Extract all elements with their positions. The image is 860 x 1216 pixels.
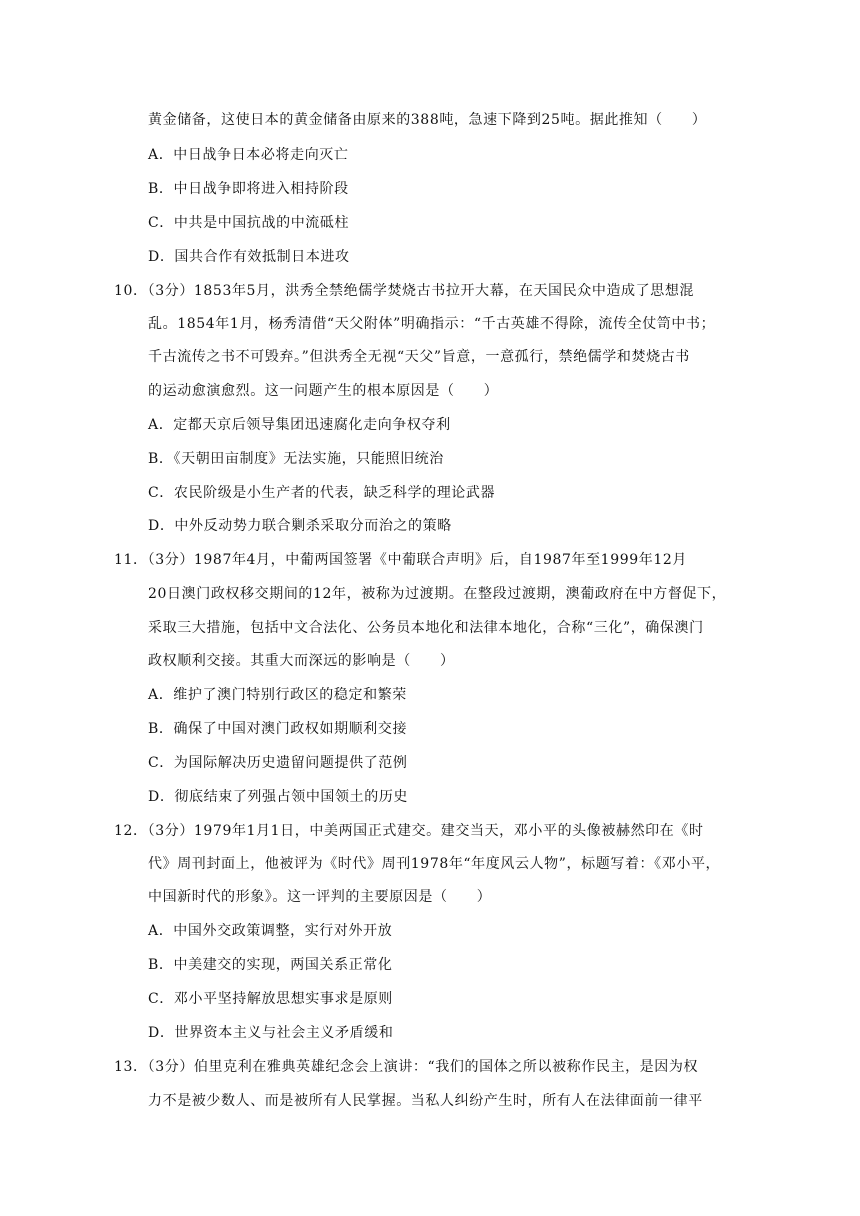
q13-stem-line-1: 13．（3分）伯里克利在雅典英雄纪念会上演讲：“我们的国体之所以被称作民主，是因为权 — [114, 1059, 699, 1075]
q12-option-b: B．中美建交的实现，两国关系正常化 — [148, 957, 393, 973]
q9-stem-tail: 黄金储备，这使日本的黄金储备由原来的388吨，急速下降到25吨。据此推知（ ） — [148, 112, 707, 128]
q13-stem-line-2: 力不是被少数人、而是被所有人民掌握。当私人纠纷产生时，所有人在法律面前一律平 — [148, 1093, 703, 1109]
q10-stem-line-4: 的运动愈演愈烈。这一问题产生的根本原因是（ ） — [148, 383, 499, 399]
q9-option-a: A．中日战争日本必将走向灭亡 — [148, 147, 349, 163]
q11-stem-line-1: 11．（3分）1987年4月，中葡两国签署《中葡联合声明》后，自1987年至1999年12月 — [114, 552, 687, 568]
q9-option-c: C．中共是中国抗战的中流砥柱 — [148, 215, 350, 231]
q9-option-d: D．国共合作有效抵制日本进攻 — [148, 249, 350, 265]
q11-stem-line-2: 20日澳门政权移交期间的12年，被称为过渡期。在整段过渡期，澳葡政府在中方督促下， — [148, 586, 727, 602]
q11-option-d: D．彻底结束了列强占领中国领土的历史 — [148, 789, 409, 805]
q12-option-a: A．中国外交政策调整，实行对外开放 — [148, 923, 393, 939]
q11-stem-line-4: 政权顺利交接。其重大而深远的影响是（ ） — [148, 653, 455, 669]
q11-option-a: A．维护了澳门特别行政区的稳定和繁荣 — [148, 687, 407, 703]
q10-option-d: D．中外反动势力联合剿杀采取分而治之的策略 — [148, 518, 452, 534]
q10-stem-line-1: 10．（3分）1853年5月，洪秀全禁绝儒学焚烧古书拉开大幕，在天国民众中造成了思想混 — [114, 283, 695, 299]
q12-stem-line-3: 中国新时代的形象》。这一评判的主要原因是（ ） — [148, 889, 492, 905]
q10-option-a: A．定都天京后领导集团迅速腐化走向争权夺利 — [148, 417, 451, 433]
q12-stem-line-2: 代》周刊封面上，他被评为《时代》周刊1978年“年度风云人物”，标题写着：《邓小平， — [148, 856, 721, 872]
q10-stem-line-3: 千古流传之书不可毁弃。”但洪秀全无视“天父”旨意，一意孤行，禁绝儒学和焚烧古书 — [148, 349, 690, 365]
q12-option-d: D．世界资本主义与社会主义矛盾缓和 — [148, 1025, 394, 1041]
q10-option-b: B．《天朝田亩制度》无法实施，只能照旧统治 — [148, 451, 444, 467]
q11-option-b: B．确保了中国对澳门政权如期顺利交接 — [148, 721, 408, 737]
q11-stem-line-3: 采取三大措施，包括中文合法化、公务员本地化和法律本地化，合称“三化”，确保澳门 — [148, 620, 704, 636]
q12-option-c: C．邓小平坚持解放思想实事求是原则 — [148, 991, 393, 1007]
q10-option-c: C．农民阶级是小生产者的代表，缺乏科学的理论武器 — [148, 485, 496, 501]
q11-option-c: C．为国际解决历史遗留问题提供了范例 — [148, 755, 408, 771]
q10-stem-line-2: 乱。1854年1月，杨秀清借“天父附体”明确指示：“千古英雄不得除，流传全仗笥中书； — [148, 316, 716, 332]
q9-option-b: B．中日战争即将进入相持阶段 — [148, 181, 349, 197]
q12-stem-line-1: 12．（3分）1979年1月1日，中美两国正式建交。建交当天，邓小平的头像被赫然印在《时 — [114, 823, 704, 839]
